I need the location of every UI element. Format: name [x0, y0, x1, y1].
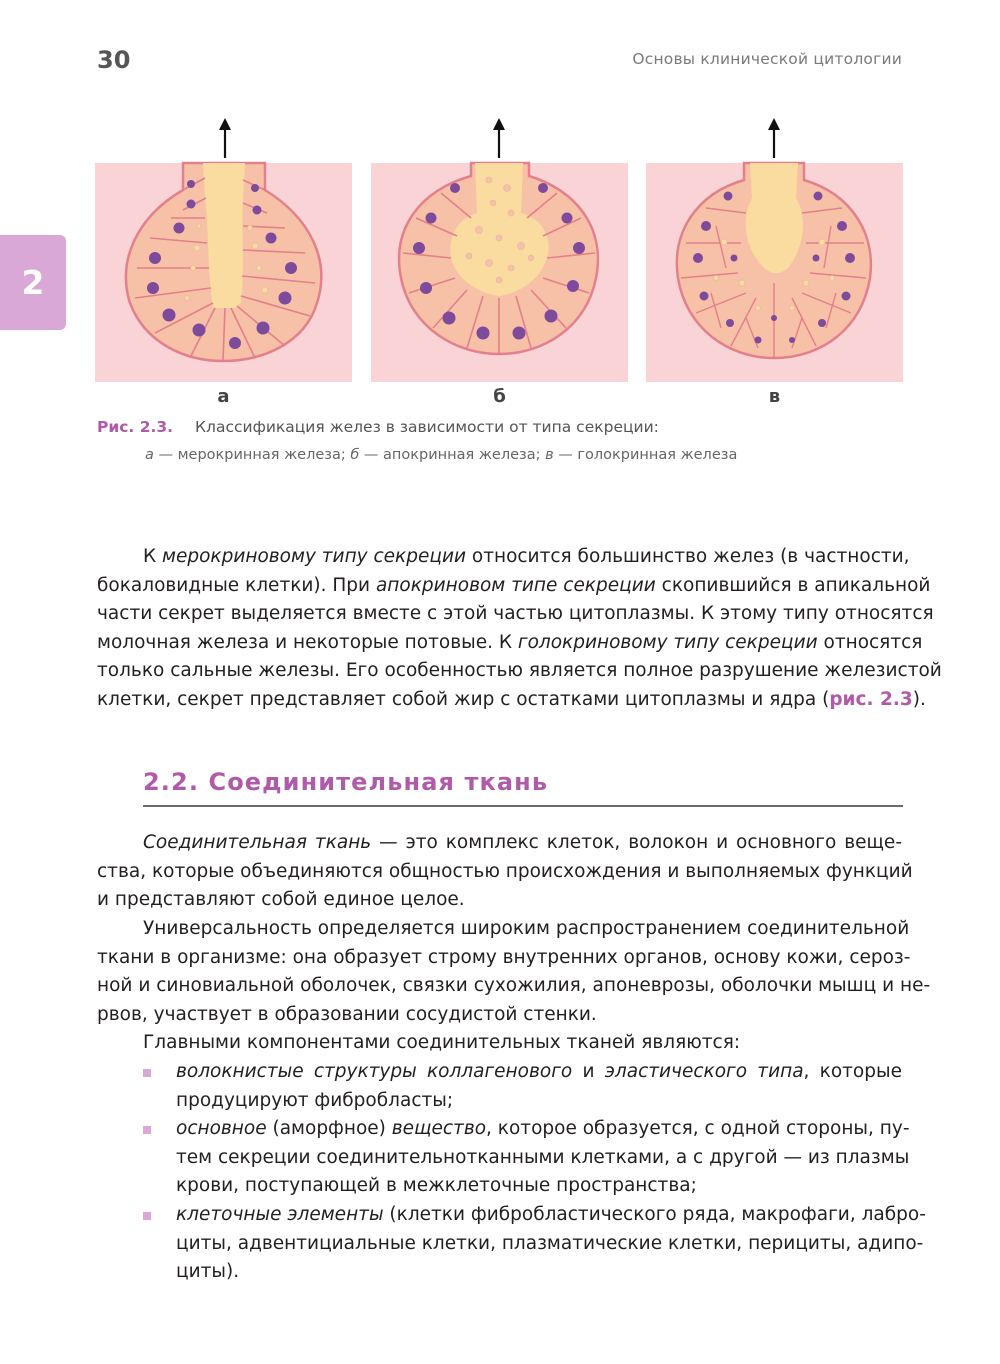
list-item: [143, 1201, 926, 1287]
section-divider: [143, 805, 903, 807]
text-line: волокнистые структуры коллагенового и эластического типа, которые: [176, 1061, 902, 1082]
text-line: циты, адвентициальные клетки, плазматические клетки, перициты, адипо-: [176, 1232, 924, 1254]
text-line: продуцируют фибробласты;: [176, 1089, 454, 1111]
figure-panel-merocrine: [95, 118, 352, 382]
chapter-tab-number: 2: [21, 263, 45, 302]
paragraph-secretion-types: [97, 543, 942, 715]
bullet-square-icon: [143, 1069, 151, 1077]
text-line: Главными компонентами соединительных тканей являются:: [143, 1032, 741, 1053]
text-line: крови, поступающей в межклеточные пространства;: [176, 1175, 697, 1197]
text-line: основное (аморфное) вещество, которое образуется, с одной стороны, пу-: [176, 1118, 910, 1140]
text-line: ства, которые объединяются общностью происхождения и выполняемых функций: [97, 860, 913, 882]
text-line: К мерокриновому типу секреции относится большинство желез (в частности,: [143, 546, 910, 567]
merocrine-gland-illustration: [95, 118, 352, 382]
figure-panel-apocrine: [371, 118, 628, 382]
text-line: и представляют собой единое целое.: [97, 889, 465, 911]
chapter-tab: [0, 235, 66, 330]
text-line: бокаловидные клетки). При апокриновом типе секреции скопившийся в апикальной: [97, 574, 931, 596]
text-line: только сальные железы. Его особенностью является полное разрушение железистой: [97, 660, 942, 682]
caption-text-b: — апокринная железа;: [359, 447, 546, 463]
running-title: Основы клинической цитологии: [632, 50, 902, 68]
text-line: Соединительная ткань — это комплекс клеток, волокон и основного веще-: [143, 832, 902, 853]
page-number: 30: [97, 46, 131, 74]
figure-reference: Рис. 2.3.: [97, 418, 174, 436]
text-line: ткани в организме: она образует строму внутренних органов, основу кожи, сероз-: [97, 946, 911, 968]
secretion-arrow-head: [493, 118, 505, 130]
panel-label-c: в: [768, 386, 781, 407]
figure-link[interactable]: рис. 2.3: [829, 688, 913, 710]
secretion-arrow-head: [768, 118, 780, 130]
figure-panel-holocrine: [646, 118, 903, 382]
list-item: [143, 1058, 902, 1115]
caption-letter-a: а: [145, 447, 154, 463]
paragraph-definition: [97, 829, 913, 915]
section-heading: 2.2. Соединительная ткань: [143, 768, 549, 796]
text-line: Универсальность определяется широким распространением соединительной: [143, 918, 910, 939]
holocrine-gland-illustration: [646, 118, 903, 382]
figure-caption-detail: [145, 447, 737, 463]
components-list: [143, 1058, 926, 1287]
figure-caption-title: [97, 418, 659, 436]
caption-letter-b: б: [350, 447, 360, 463]
text-line: молочная железа и некоторые потовые. К голокриновому типу секреции относятся: [97, 631, 923, 653]
text-line: клетки, секрет представляет собой жир с остатками цитоплазмы и ядра (рис. 2.3).: [97, 688, 926, 710]
text-line: части секрет выделяется вместе с этой частью цитоплазмы. К этому типу относятся: [97, 603, 934, 625]
paragraph-universality: [97, 915, 931, 1029]
text-line: циты).: [176, 1261, 240, 1283]
apocrine-gland-illustration: [371, 118, 628, 382]
bullet-square-icon: [143, 1126, 151, 1134]
figure-caption-text: Классификация желез в зависимости от типа секреции:: [195, 418, 659, 436]
text-line: тем секреции соединительнотканными клетками, а с другой — из плазмы: [176, 1146, 910, 1168]
text-line: рвов, участвует в образовании сосудистой стенки.: [97, 1003, 597, 1025]
list-item: [143, 1115, 910, 1201]
caption-letter-c: в: [545, 447, 554, 463]
bullet-square-icon: [143, 1212, 151, 1220]
caption-text-c: — голокринная железа: [553, 447, 738, 463]
panel-label-b: б: [493, 386, 506, 407]
caption-text-a: — мерокринная железа;: [153, 447, 351, 463]
text-line: ной и синовиальной оболочек, связки сухожилия, апоневрозы, оболочки мышц и не-: [97, 975, 931, 997]
text-line: клеточные элементы (клетки фибробластического ряда, макрофаги, лабро-: [176, 1203, 926, 1225]
secretion-arrow-head: [219, 118, 231, 130]
paragraph-components-intro: [97, 1029, 902, 1058]
panel-label-a: а: [217, 386, 230, 407]
